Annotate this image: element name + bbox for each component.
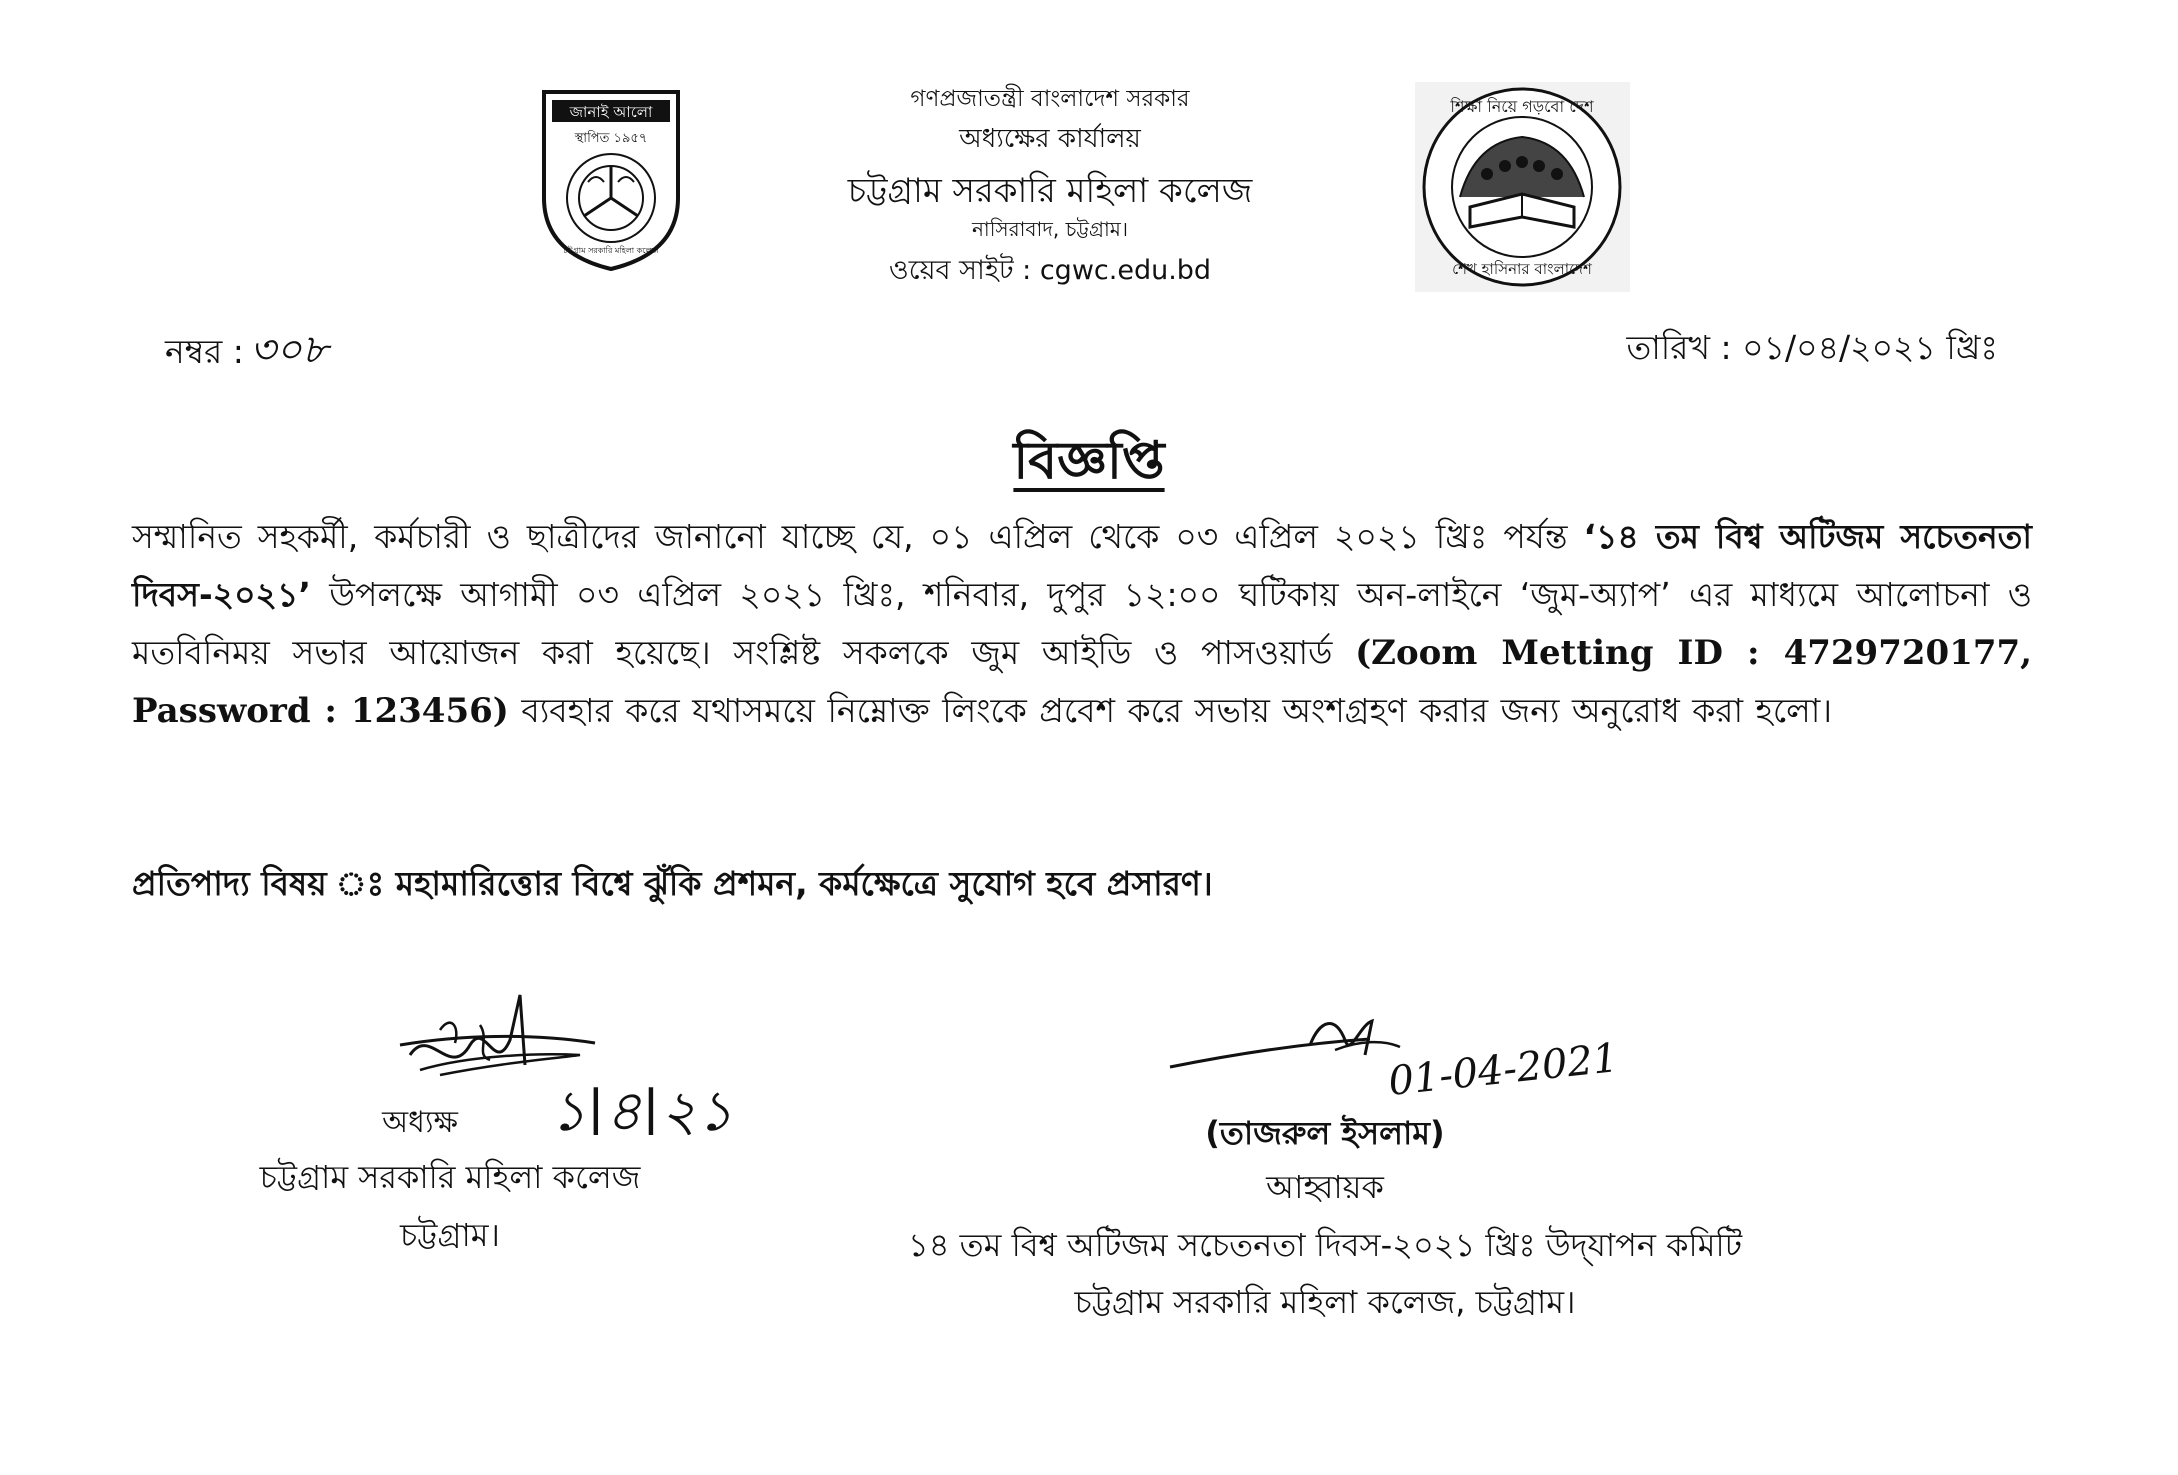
convener-role: আহ্বায়ক [1266,1168,1384,1206]
principal-signature-block [190,1098,710,1264]
website-line[interactable]: ওয়েব সাইট : cgwc.edu.bd [888,255,1212,286]
memo-number: ৩০৮ [249,327,328,373]
event-name: ‘১৪ তম বিশ্ব অটিজম সচেতনতা দিবস-২০২১’ [132,517,2032,614]
convener-committee: ১৪ তম বিশ্ব অটিজম সচেতনতা দিবস-২০২১ খ্রিঃ উদ্‌যাপন কমিটি [907,1226,1743,1264]
principal-title: অধ্যক্ষ [382,1105,458,1140]
body-intro: সম্মানিত সহকর্মী, কর্মচারী ও ছাত্রীদের জানানো যাচ্ছে যে, ০১ এপ্রিল থেকে ০৩ এপ্রিল ২০২১ খ্রিঃ পর্যন্ত [132,517,1584,556]
body-details: উপলক্ষে আগামী ০৩ এপ্রিল ২০২১ খ্রিঃ, শনিবার, দুপুর ১২:০০ ঘটিকায় অন-লাইনে ‘জুম-অ্যাপ’ এর মাধ্যমে আলোচনা ও মতবিনিময় সভার আয়োজন করা হয়েছে। সংশ্লিষ্ট সকলকে জুম আইডি ও পাসওয়ার্ড [132,575,2032,672]
convener-college: চট্টগ্রাম সরকারি মহিলা কলেজ, চট্টগ্রাম। [1074,1283,1576,1321]
principal-city: চট্টগ্রাম। [400,1216,500,1254]
theme-line [132,858,1213,914]
crest-banner: জানাই আলো [569,103,653,121]
principal-college: চট্টগ্রাম সরকারি মহিলা কলেজ [259,1158,641,1196]
convener-name: (তাজরুল ইসলাম) [1205,1114,1445,1152]
emblem-bottom-text: শেখ হাসিনার বাংলাদেশ [1452,260,1592,278]
convener-signature-block [800,1108,1850,1330]
theme-text: প্রতিপাদ্য বিষয় ঃ মহামারিত্তোর বিশ্বে ঝুঁকি প্রশমন, কর্মক্ষেত্রে সুযোগ হবে প্রসারণ। [132,864,1213,903]
body-closing: ব্যবহার করে যথাসময়ে নিম্নোক্ত লিংকে প্রবেশ করে সভায় অংশগ্রহণ করার জন্য অনুরোধ করা হলো। [508,691,1833,730]
memo-number-line [165,318,328,385]
notice-body [132,508,2032,740]
convener-signature [1160,995,1640,1125]
emblem-top-text: শিক্ষা নিয়ে গড়বো দেশ [1450,97,1594,116]
sheikh-hasina-bangladesh-emblem [1415,82,1630,292]
svg-text:চট্টগ্রাম সরকারি মহিলা কলেজ: চট্টগ্রাম সরকারি মহিলা কলেজ [563,246,659,255]
memo-label: নম্বর : [165,332,244,371]
notice-title: বিজ্ঞপ্তি [1013,431,1165,491]
office-heading: অধ্যক্ষের কার্যালয় [959,124,1141,154]
convener-signature-date: 01-04-2021 [1386,1035,1621,1105]
principal-signature-date: ১|৪|২১ [550,1079,734,1135]
zoom-credentials[interactable]: (Zoom Metting ID : 4729720177, Password : 123456) [132,633,2032,731]
college-address: নাসিরাবাদ, চট্টগ্রাম। [971,217,1129,241]
crest-established: স্থাপিত ১৯৫৭ [574,131,648,146]
college-heading: চট্টগ্রাম সরকারি মহিলা কলেজ [847,171,1253,211]
govt-heading: গণপ্রজাতন্ত্রী বাংলাদেশ সরকার [910,86,1190,112]
college-crest-logo [540,88,682,273]
notice-date: তারিখ : ০১/০৪/২০২১ খ্রিঃ [1626,328,1998,367]
